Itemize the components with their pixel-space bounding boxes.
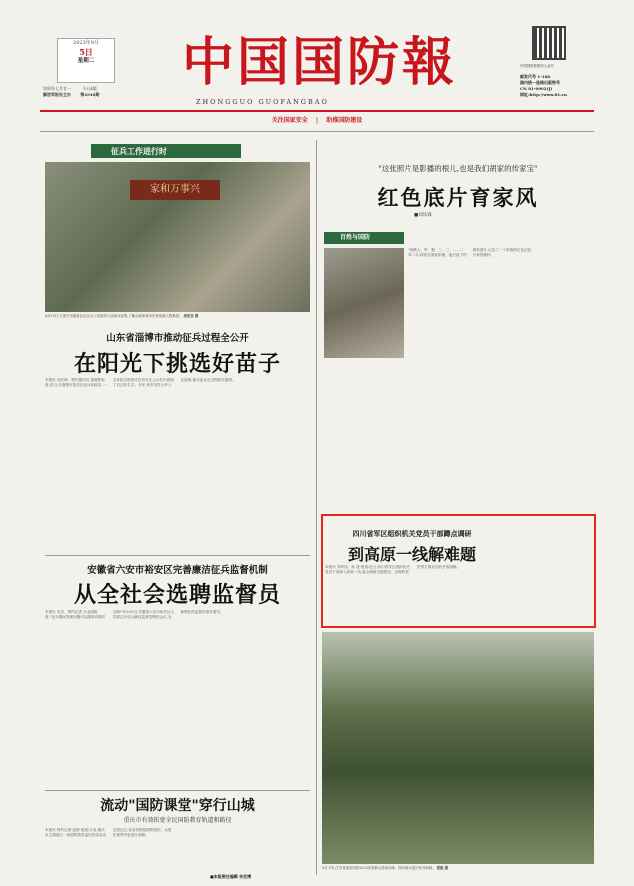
pub-codes (520, 74, 600, 98)
photo2-caption: 9月下旬,江苏省某县组织2023年度新兵役前训练。图为新兵进行队列训练。 程振 摄 (322, 866, 449, 870)
date-box (57, 38, 115, 83)
photo1-credit: 周恋恋 摄 (183, 314, 199, 318)
date-year-month: 2023年9月 (73, 40, 99, 46)
divider (40, 131, 594, 132)
feature-byline: ■刘乐锋 (414, 213, 432, 218)
masthead-pinyin: ZHONGGUO GUOFANGBAO (196, 98, 329, 106)
a4-kicker: 四川省军区组织机关党员干部蹲点调研 (352, 529, 472, 538)
lunar-date: 癸卯年七月廿一 (43, 86, 71, 91)
a2-title: 从全社会选聘监督员 (73, 582, 281, 608)
divider (45, 555, 310, 556)
photo1-caption: 8月25日,石家庄市鹿泉区征兵办公室组织入伍新兵参观,了解当地革命历史和英雄人物事迹。 周恋恋 摄 (45, 314, 199, 318)
issn: 邮发代号 1-188 (520, 74, 551, 79)
masthead-rule (40, 110, 594, 112)
date-day: 5日 (79, 47, 93, 57)
cn-number: CN 81-0002(J) (520, 86, 553, 91)
column-divider (316, 140, 317, 875)
family-photo (324, 248, 404, 358)
section-head-recruit: 征兵工作进行时 (91, 144, 241, 158)
a4-body: 本报讯 刘军伟、孙 建 报道:近日,四川省军区组织机关党员干部深入高原一线,重点调研全面建设、边海防管控等方面存在的矛盾困难。 (325, 565, 461, 574)
quote-kicker: "这张照片是影播的根儿,也是我们胡家的传家宝" (378, 164, 538, 173)
series-badge: 百姓与国防 (324, 232, 404, 244)
feature-title: 红色底片育家风 (377, 185, 539, 210)
slogan-bar: 关注国家安全 | 助推国防建设 (271, 117, 363, 124)
a3-body: 本报讯 特约记者 赵锦 报道:日前,重庆市主城某区一场国防教育巡回宣讲活动走进社区,宣讲员围绕国防知识、兵役法规等内容进行讲解。 (45, 828, 172, 837)
plaque: 家和万事兴 (130, 180, 220, 200)
divider (45, 790, 310, 791)
page-editor: ■本版责任编辑 朱宏博 (210, 874, 252, 879)
a3-title: 流动"国防课堂"穿行山城 (100, 798, 255, 814)
feature-body: "西路人、军、聚、三、三、……二零二年,叔叔在胡家影楼。他们留下的胡家照片,记录了一个家族的红色记忆与家国情怀。 (408, 248, 532, 257)
issue-number: 第4948期 (80, 92, 100, 97)
a1-kicker: 山东省淄博市推动征兵过程全公开 (106, 333, 249, 344)
a2-kicker: 安徽省六安市裕安区完善廉洁征兵监督机制 (87, 565, 268, 576)
a1-body: 本报讯 刘长海、特约通讯员 周德栋报道:近日,在淄博市张店区征兵体检站,一名体检合格的应征青年在公示栏中看到了自己的名字。今年,该市坚持公开公正原则,推动征兵全过程阳光透明。 (45, 378, 236, 387)
publisher: 解放军报社主办 (43, 92, 71, 97)
a4-title: 到高原一线解难题 (347, 545, 476, 564)
page-count: 今日4版 (82, 86, 97, 91)
slogan-left: 关注国家安全 (271, 117, 308, 124)
a1-title: 在阳光下挑选好苗子 (73, 351, 281, 377)
qr-label: 中国国防报微信公众号 (520, 64, 554, 68)
training-photo (322, 632, 594, 864)
cn-label: 国内统一连续出版物号 (520, 80, 560, 85)
a2-body: 本报讯 吴亮、特约记者 佘金国报道:"征兵期间发现问题可以随时向我们反映!"8月30日,安徽省六安市裕安区人武部召开征兵廉洁监督员聘任会议,为新聘任的监督员颁发聘书。 (45, 610, 224, 619)
photo2-credit: 程振 摄 (436, 866, 449, 870)
date-weekday: 星期二 (77, 58, 95, 64)
slogan-right: 助推国防建设 (326, 117, 363, 124)
a3-subtitle: 重庆市有效拓宽全民国防教育轨道和路径 (123, 817, 232, 824)
website: 网址:http://www.81.cn (520, 92, 567, 97)
issue-info (43, 86, 133, 98)
qr-code (532, 26, 566, 60)
masthead-title: 中国国防報 (182, 32, 458, 93)
recruit-photo (45, 162, 310, 312)
